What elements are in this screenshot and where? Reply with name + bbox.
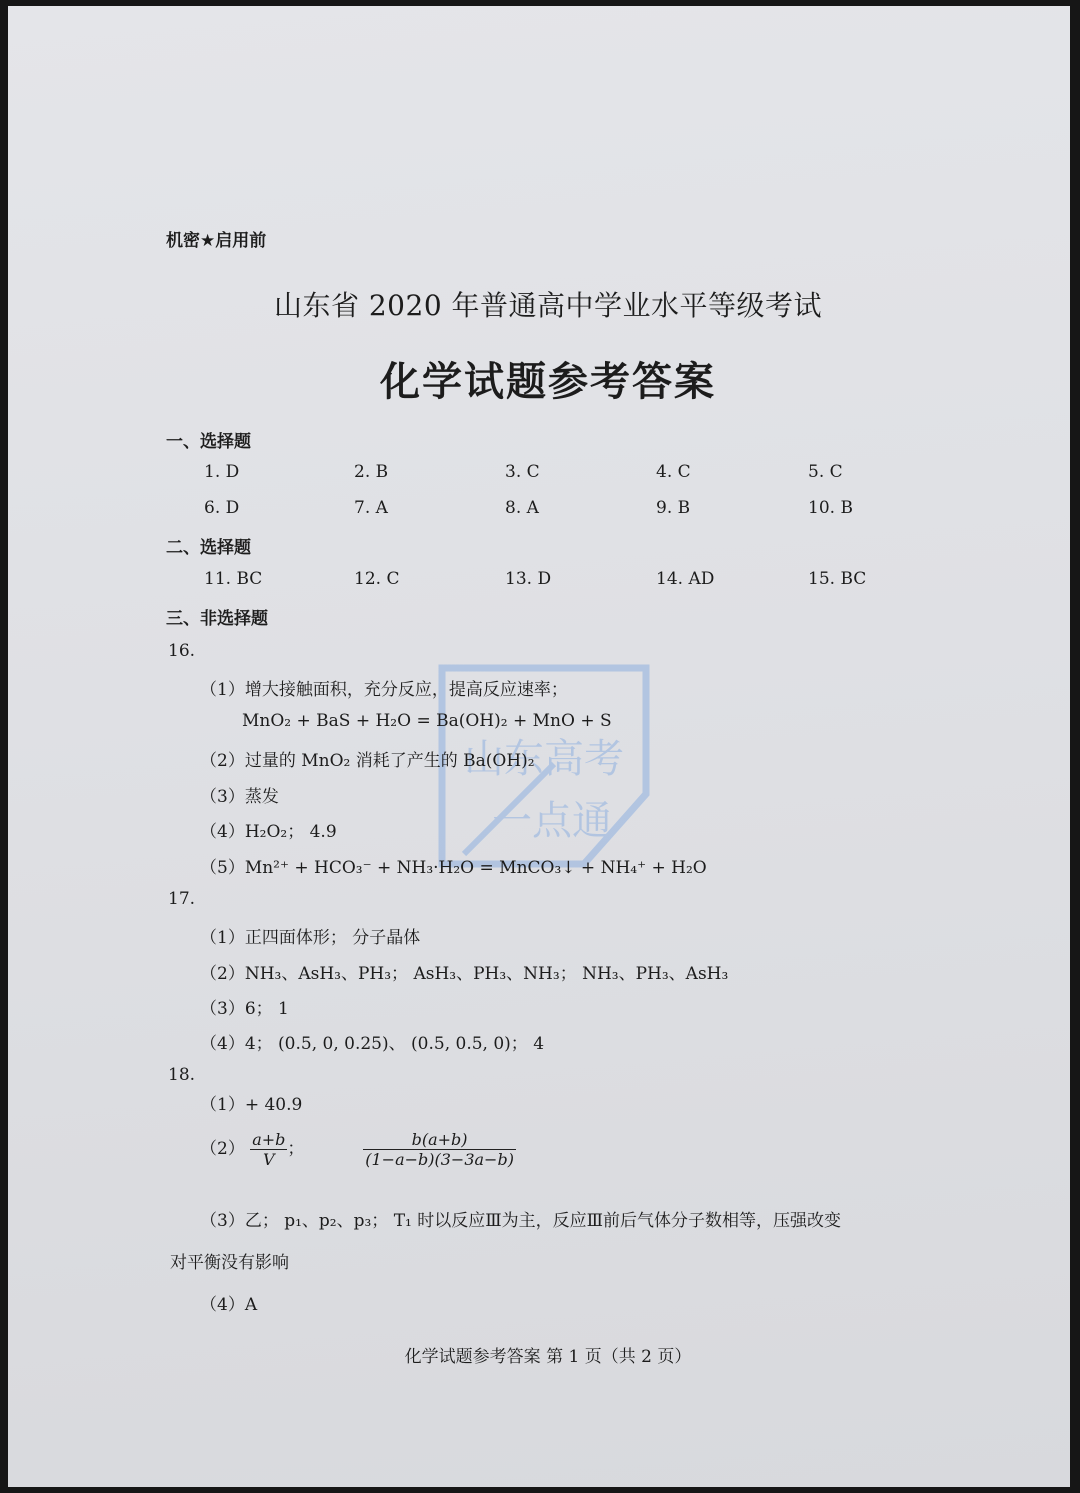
answer-item: 7. A [354, 498, 388, 518]
q16-part-4: （4）H₂O₂； 4.9 [200, 822, 337, 842]
answer-item: 13. D [505, 569, 552, 589]
question-number-18: 18. [168, 1065, 196, 1085]
q18-part-3: （3）乙； p₁、p₂、p₃； T₁ 时以反应Ⅲ为主，反应Ⅲ前后气体分子数相等，压强改变 [200, 1211, 842, 1231]
answer-item: 6. D [204, 498, 240, 518]
q16-equation-1: MnO₂ + BaS + H₂O = Ba(OH)₂ + MnO + S [242, 711, 612, 731]
svg-text:一点通: 一点通 [492, 798, 612, 844]
q17-part-1: （1）正四面体形； 分子晶体 [200, 928, 421, 948]
page-footer: 化学试题参考答案 第 1 页（共 2 页） [404, 1347, 692, 1367]
question-number-16: 16. [168, 641, 196, 661]
fraction-1-numerator: a+b [252, 1130, 286, 1149]
fraction-2 [363, 1130, 516, 1169]
answer-item: 3. C [505, 462, 540, 482]
fraction-2-numerator: b(a+b) [363, 1130, 516, 1150]
confidential-label: 机密★启用前 [166, 231, 267, 251]
answer-sheet-page [8, 6, 1070, 1487]
answer-item: 2. B [354, 462, 389, 482]
fraction-2-denominator: (1−a−b)(3−3a−b) [365, 1150, 514, 1169]
exam-title: 山东省 2020 年普通高中学业水平等级考试 [273, 289, 823, 322]
q17-part-4: （4）4； (0.5, 0, 0.25)、 (0.5, 0.5, 0)； 4 [200, 1034, 545, 1054]
answer-item: 15. BC [808, 569, 867, 589]
svg-text:山东高考: 山东高考 [464, 736, 624, 782]
q16-part-3: （3）蒸发 [200, 787, 279, 807]
q18-part-2-label: （2） [200, 1139, 245, 1159]
answer-item: 12. C [354, 569, 400, 589]
section-heading-choice-1: 一、选择题 [166, 432, 251, 452]
answer-item: 9. B [656, 498, 691, 518]
section-heading-choice-2: 二、选择题 [166, 538, 251, 558]
q17-part-2: （2）NH₃、AsH₃、PH₃； AsH₃、PH₃、NH₃； NH₃、PH₃、AsH₃ [200, 964, 729, 984]
q17-part-3: （3）6； 1 [200, 999, 289, 1019]
fraction-1-denominator: V [263, 1150, 275, 1169]
q18-part-2: （2） $\frac{a+b}{V}$ ； $\frac{b(a+b)}{(1-a-b)(3-3a-b)}$ [200, 1130, 514, 1169]
q16-part-5: （5）Mn²⁺ + HCO₃⁻ + NH₃·H₂O = MnCO₃↓ + NH₄⁺ + H₂O [200, 858, 707, 878]
q16-part-1: （1）增大接触面积，充分反应，提高反应速率； [200, 680, 568, 700]
question-number-17: 17. [168, 889, 196, 909]
q18-part-1: （1）+ 40.9 [200, 1095, 303, 1115]
q18-part-4: （4）A [200, 1295, 258, 1315]
fraction-1 [250, 1130, 287, 1169]
document-title: 化学试题参考答案 [380, 358, 716, 405]
answer-item: 4. C [656, 462, 691, 482]
q18-part-3-continuation: 对平衡没有影响 [170, 1253, 289, 1273]
answer-item: 10. B [808, 498, 853, 518]
answer-item: 14. AD [656, 569, 715, 589]
q16-part-2: （2）过量的 MnO₂ 消耗了产生的 Ba(OH)₂ [200, 751, 535, 771]
answer-item: 8. A [505, 498, 539, 518]
answer-item: 11. BC [204, 569, 263, 589]
answer-item: 5. C [808, 462, 843, 482]
answer-item: 1. D [204, 462, 240, 482]
section-heading-non-choice: 三、非选择题 [166, 609, 268, 629]
